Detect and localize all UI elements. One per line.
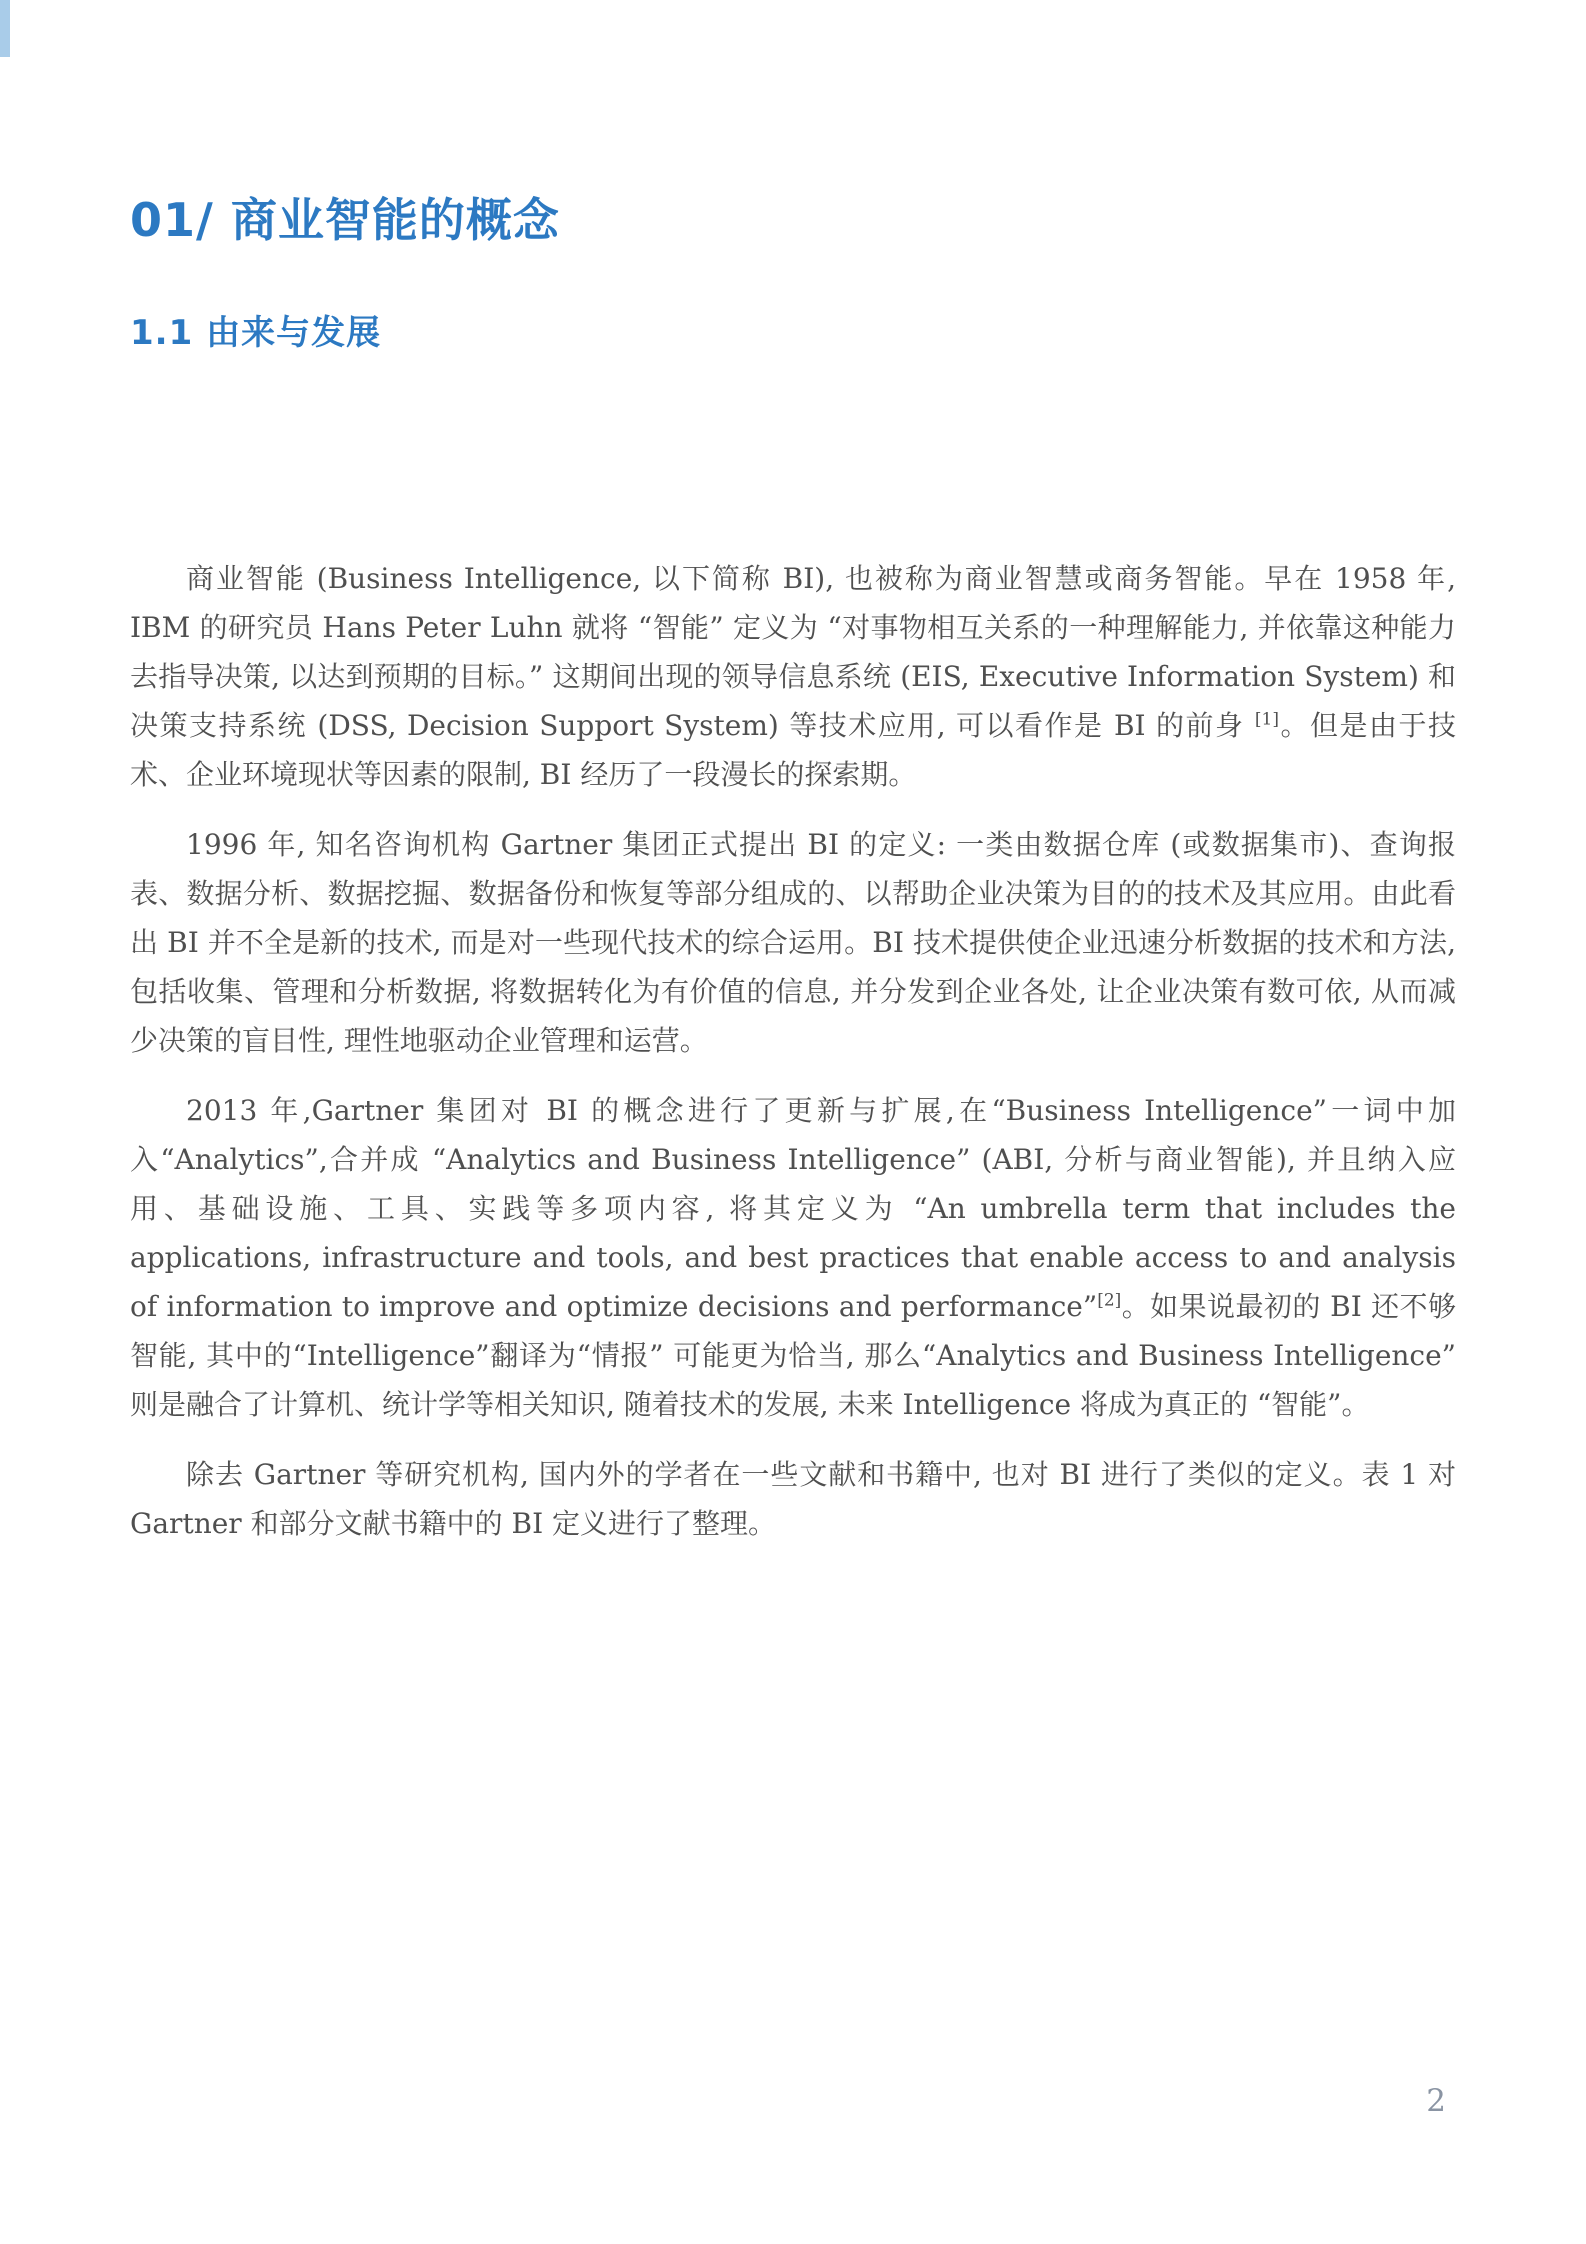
paragraph: 除去 Gartner 等研究机构, 国内外的学者在一些文献和书籍中, 也对 BI 进行了类似的定义。表 1 对 Gartner 和部分文献书籍中的 BI 定义进行了整理。 — [130, 1458, 1456, 1540]
footnote-reference: [1] — [1254, 709, 1279, 730]
footnote-reference: [2] — [1097, 1290, 1122, 1311]
paragraph: 1996 年, 知名咨询机构 Gartner 集团正式提出 BI 的定义: 一类由数据仓库 (或数据集市)、查询报表、数据分析、数据挖掘、数据备份和恢复等部分组成的、以帮助企业决策为目的的技术及其应用。由此看出 BI 并不全是新的技术, 而是对一些现代技术的综合运用。BI 技术提供使企业迅速分析数据的技术和方法, 包括收集、管理和分析数据, 将数据转化为有价值的信息, 并分发到企业各处, 让企业决策有数可依, 从而减少决策的盲目性, 理性地驱动企业管理和运营。 — [130, 828, 1457, 1057]
chapter-title: 01/ 商业智能的概念 — [130, 193, 560, 247]
page-number: 2 — [1426, 2083, 1446, 2119]
paragraph: 2013 年,Gartner 集团对 BI 的概念进行了更新与扩展,在“Business Intelligence”一词中加入“Analytics”,合并成 “Analytics and Business Intelligence” (ABI, 分析与商业智能), 并且纳入应用、基础设施、工具、实践等多项内容, 将其定义为 “An umbrella term that includes the applications, infrastructure and tools, and best practices that enable access to and analysis of information to improve and optimize decisions and performance”[2]。如果说最初的 BI 还不够智能, 其中的“Intelligence”翻译为“情报” 可能更为恰当, 那么“Analytics and Business Intelligence” 则是融合了计算机、统计学等相关知识, 随着技术的发展, 未来 Intelligence 将成为真正的 “智能”。 — [130, 1094, 1456, 1421]
body-text — [130, 554, 1456, 1548]
section-title: 1.1 由来与发展 — [130, 312, 382, 353]
paragraph: 商业智能 (Business Intelligence, 以下简称 BI), 也被称为商业智慧或商务智能。早在 1958 年, IBM 的研究员 Hans Peter Luhn 就将 “智能” 定义为 “对事物相互关系的一种理解能力, 并依靠这种能力去指导决策, 以达到预期的目标。” 这期间出现的领导信息系统 (EIS, Executive Information System) 和决策支持系统 (DSS, Decision Support System) 等技术应用, 可以看作是 BI 的前身 [1]。但是由于技术、企业环境现状等因素的限制, BI 经历了一段漫长的探索期。 — [130, 562, 1456, 791]
